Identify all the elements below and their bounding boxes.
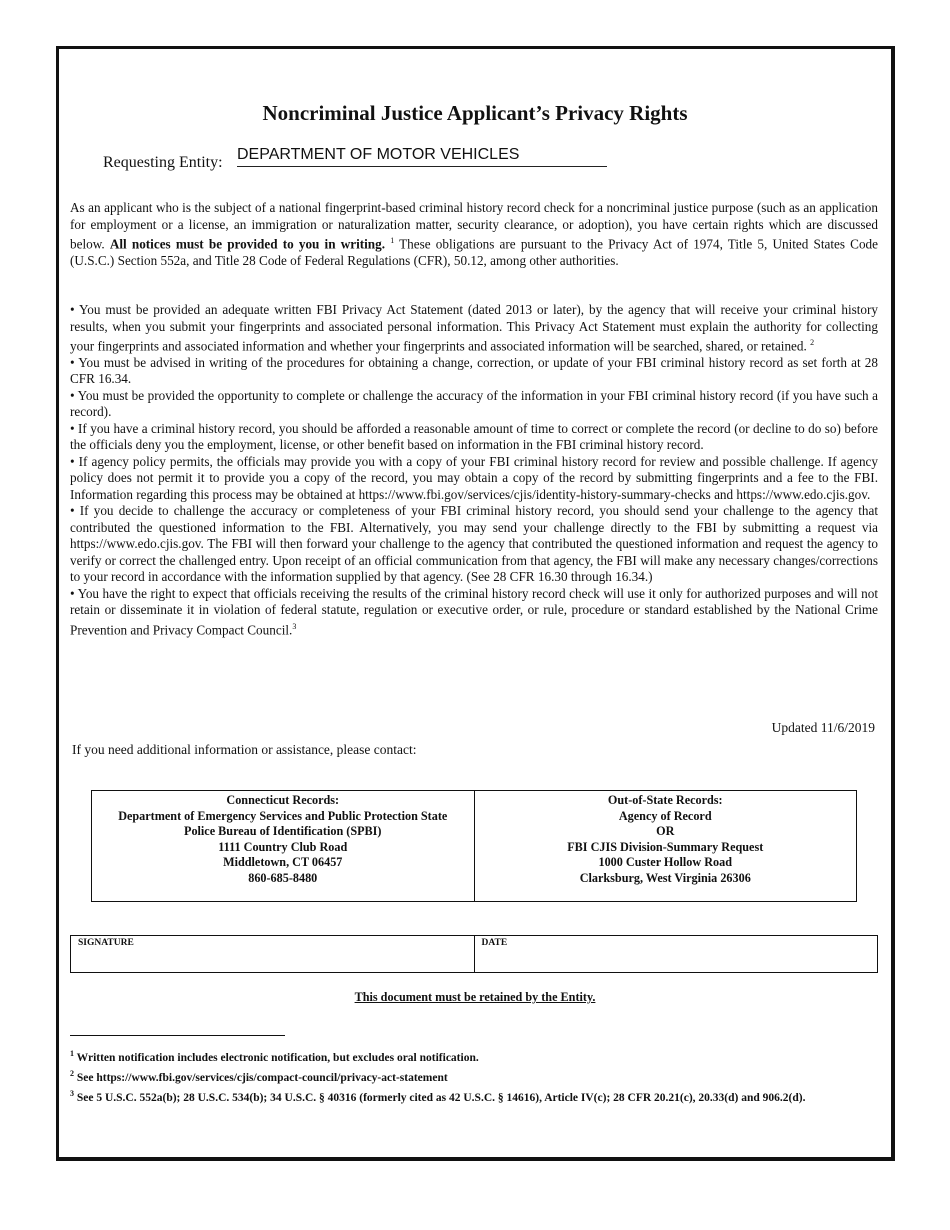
- footnote-ref: 1: [390, 236, 395, 245]
- rights-item: [70, 388, 878, 421]
- date-label: DATE: [481, 938, 508, 948]
- contact-line: OR: [656, 824, 675, 838]
- contact-line: Agency of Record: [618, 808, 712, 823]
- signature-label: SIGNATURE: [78, 938, 134, 948]
- contact-out-of-state: [474, 791, 857, 901]
- signature-field[interactable]: [71, 936, 474, 972]
- contact-heading: Connecticut Records:: [226, 793, 340, 807]
- document-title: Noncriminal Justice Applicant’s Privacy Rights: [262, 101, 688, 125]
- date-field[interactable]: [474, 936, 878, 972]
- footnote-text: See 5 U.S.C. 552a(b); 28 U.S.C. 534(b); 34 U.S.C. § 40316 (formerly cited as 42 U.S.C. § 14616), Article IV(c); 28 CFR 20.21(c), 20.33(d) and 906.2(d).: [74, 1091, 806, 1104]
- rights-item-text: • You must be advised in writing of the procedures for obtaining a change, correction, or update of your FBI criminal history record as set forth at 28 CFR 16.34.: [70, 354, 878, 387]
- contact-line: Middletown, CT 06457: [223, 855, 343, 869]
- contact-line: 860-685-8480: [248, 870, 318, 885]
- rights-item: [70, 454, 878, 504]
- contact-line: Police Bureau of Identification (SPBI): [184, 824, 382, 838]
- rights-item-text: • If you decide to challenge the accuracy or completeness of your FBI criminal history record, you should send your challenge to the agency that contributed the questioned information to the FBI. Alternatively, you may send your challenge directly to the FBI by submitting a request via https://www.edo.cjis.gov. The FBI will then forward your challenge to the agency that contributed the questioned information and request the agency to verify or correct the challenged entry. Upon receipt of an official communication from that agency, the FBI will make any necessary changes/corrections to your record in accordance with the information supplied by that agency. (See 28 CFR 16.30 through 16.34.): [70, 503, 878, 585]
- intro-text-after: These obligations are pursuant to the Privacy Act of 1974, Title 5, United States Code (U.S.C.) Section 552a, and Title 28 Code of Federal Regulations (CFR), 50.12, among other authorities.: [70, 236, 879, 268]
- footnote: [70, 1086, 860, 1106]
- requesting-entity-value: DEPARTMENT OF MOTOR VEHICLES: [237, 146, 607, 167]
- rights-item: [70, 586, 878, 639]
- intro-paragraph: [70, 200, 878, 269]
- contact-connecticut: [92, 791, 474, 901]
- footnote: [70, 1066, 860, 1086]
- contact-line: 1111 Country Club Road: [218, 839, 348, 854]
- contact-line: Clarksburg, West Virginia 26306: [579, 870, 751, 885]
- rights-item: [70, 302, 878, 355]
- footnote-number: 2: [70, 1068, 74, 1078]
- retain-notice: [0, 990, 950, 1005]
- requesting-entity-label: Requesting Entity:: [103, 154, 223, 171]
- retain-notice-text: This document must be retained by the Entity.: [354, 990, 596, 1004]
- intro-bold-notice: All notices must be provided to you in writing.: [109, 236, 386, 252]
- contact-line: 1000 Custer Hollow Road: [598, 855, 732, 869]
- footnotes: [70, 1046, 860, 1105]
- rights-list: [70, 302, 878, 639]
- footnote-number: 3: [70, 1088, 74, 1098]
- rights-item-text: • If agency policy permits, the officials may provide you with a copy of your FBI criminal history record for review and possible challenge. If agency policy does not permit it to provide you a copy of the record, you may obtain a copy of the record by submitting fingerprints and a fee to the FBI. Information regarding this process may be obtained at https://www.fbi.gov/services/cjis/identity-history-summary-checks and https://www.edo.cjis.gov.: [70, 453, 878, 502]
- updated-date: Updated 11/6/2019: [771, 720, 875, 735]
- rights-item: [70, 355, 878, 388]
- footnote-ref: 3: [292, 621, 297, 631]
- footnote: [70, 1046, 860, 1066]
- contact-line: FBI CJIS Division-Summary Request: [567, 839, 764, 854]
- rights-item-text: • You must be provided an adequate written FBI Privacy Act Statement (dated 2013 or later), by the agency that will receive your criminal history results, when you submit your fingerprints and associated personal information. This Privacy Act Statement must explain the authority for collecting your fingerprints and associated information and whether your fingerprints and associated information will be searched, shared, or retained.: [70, 302, 878, 354]
- intro-text: As an applicant who is the subject of a national fingerprint-based criminal history record check for a noncriminal justice purpose (such as an application for employment or a license, an immigration or naturalization matter, security clearance, or adoption), you have certain rights which are discussed below.: [70, 200, 878, 252]
- rights-item: [70, 421, 878, 454]
- signature-table: [70, 935, 878, 973]
- rights-item-text: • You have the right to expect that officials receiving the results of the criminal history record check will use it only for authorized purposes and will not retain or disseminate it in violation of federal statute, regulation or executive order, or rule, procedure or standard established by the National Crime Prevention and Privacy Compact Council.: [70, 585, 878, 638]
- rights-item-text: • If you have a criminal history record, you should be afforded a reasonable amount of time to correct or complete the record (or decline to do so) before the officials deny you the employment, license, or other benefit based on information in the FBI criminal history record.: [70, 420, 878, 453]
- contact-prompt: If you need additional information or assistance, please contact:: [72, 742, 417, 757]
- contact-table: [91, 790, 857, 902]
- contact-heading: Out-of-State Records:: [607, 793, 723, 807]
- footnote-divider: [70, 1035, 285, 1036]
- footnote-text: See https://www.fbi.gov/services/cjis/compact-council/privacy-act-statement: [74, 1071, 448, 1084]
- rights-item-text: • You must be provided the opportunity to complete or challenge the accuracy of the information in your FBI criminal history record (if you have such a record).: [70, 387, 878, 420]
- footnote-ref: 2: [810, 338, 815, 347]
- contact-line: Department of Emergency Services and Public Protection State: [118, 808, 448, 823]
- footnote-text: Written notification includes electronic notification, but excludes oral notification.: [74, 1051, 479, 1064]
- footnote-number: 1: [70, 1049, 74, 1058]
- rights-item: [70, 503, 878, 586]
